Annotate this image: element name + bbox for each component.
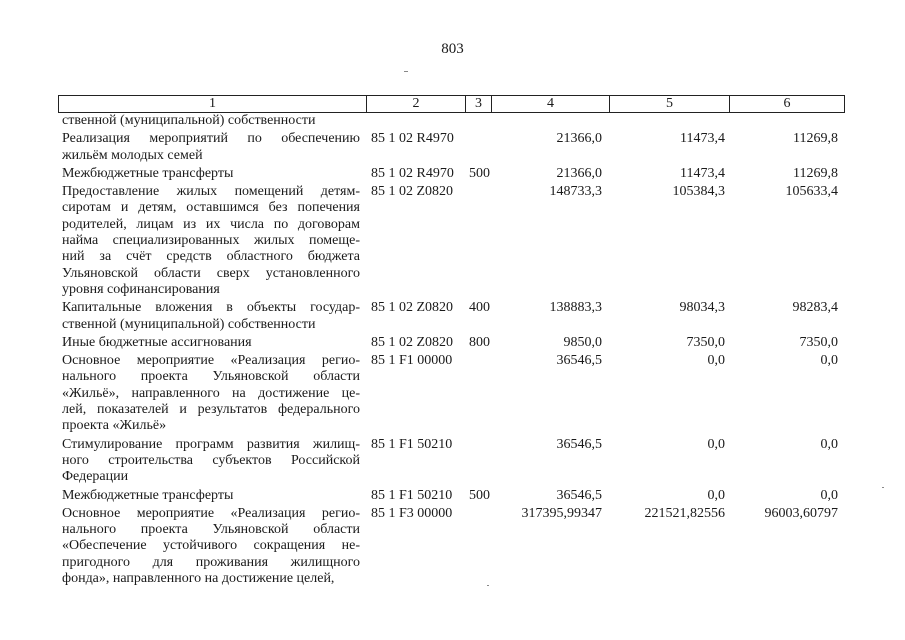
- description-line: найма специализированных жилых помеще-: [62, 233, 360, 249]
- header-label: 5: [666, 96, 673, 111]
- row-code: 85 1 F3 00000: [371, 505, 453, 521]
- row-code: 85 1 02 R4970: [371, 165, 454, 181]
- row-value-3: 105633,4: [785, 184, 838, 200]
- row-expense-type: 400: [469, 300, 490, 316]
- row-value-1: 317395,99347: [521, 505, 602, 521]
- row-value-3: 11269,8: [793, 165, 838, 181]
- description-line: жильём молодых семей: [62, 147, 203, 163]
- row-value-1: 21366,0: [556, 165, 602, 181]
- row-value-2: 11473,4: [680, 131, 725, 147]
- row-value-1: 148733,3: [549, 184, 602, 200]
- row-value-2: 0,0: [707, 436, 725, 452]
- row-value-1: 138883,3: [549, 300, 602, 316]
- description-line: сиротам и детям, оставшимся без попечения: [62, 200, 360, 216]
- row-value-1: 36546,5: [556, 353, 602, 369]
- description-line: проекта «Жильё»: [62, 418, 167, 434]
- header-cell-2: [366, 95, 466, 113]
- description-line: Реализация мероприятий по обеспечению: [62, 131, 360, 147]
- row-description: [62, 166, 360, 182]
- table-row: [0, 300, 905, 335]
- row-description: [62, 353, 360, 434]
- row-value-3: 98283,4: [792, 300, 838, 316]
- row-value-1: 36546,5: [556, 436, 602, 452]
- row-code: 85 1 02 Z0820: [371, 334, 454, 350]
- table-row: [0, 131, 905, 166]
- row-value-3: 0,0: [820, 436, 838, 452]
- header-cell-5: [609, 95, 730, 113]
- description-line: Ульяновской области сверх установленного: [62, 265, 360, 281]
- row-value-3: 0,0: [820, 353, 838, 369]
- description-line: фонда», направленного на достижение целей,: [62, 571, 335, 587]
- row-value-2: 7350,0: [686, 334, 725, 350]
- row-description: [62, 437, 360, 486]
- table-row: [0, 353, 905, 437]
- description-line: «Жильё», направленного на достижение це-: [62, 385, 360, 401]
- row-code: 85 1 F1 50210: [371, 487, 453, 503]
- scan-speck: [882, 487, 884, 488]
- row-value-3: 0,0: [820, 487, 838, 503]
- header-cell-3: [465, 95, 492, 113]
- row-code: 85 1 02 Z0820: [371, 184, 454, 200]
- row-description: [62, 113, 360, 129]
- description-line: Межбюджетные трансферты: [62, 487, 234, 503]
- row-value-2: 221521,82556: [644, 505, 725, 521]
- scan-speck: [404, 71, 408, 72]
- header-cell-4: [491, 95, 610, 113]
- row-value-2: 11473,4: [680, 165, 725, 181]
- row-description: [62, 131, 360, 164]
- table-row: [0, 166, 905, 184]
- header-cell-1: [58, 95, 367, 113]
- table-row: [0, 488, 905, 506]
- row-expense-type: 500: [469, 487, 490, 503]
- header-label: 4: [547, 96, 554, 111]
- row-description: [62, 506, 360, 587]
- row-description: [62, 300, 360, 333]
- row-code: 85 1 F1 00000: [371, 353, 453, 369]
- description-line: ний за счёт средств областного бюджета: [62, 249, 360, 265]
- row-code: 85 1 02 R4970: [371, 131, 454, 147]
- description-line: нального проекта Ульяновской области: [62, 522, 360, 538]
- description-line: Стимулирование программ развития жилищ-: [62, 436, 360, 452]
- description-line: Предоставление жилых помещений детям-: [62, 184, 360, 200]
- header-cell-6: [729, 95, 845, 113]
- header-label: 1: [209, 96, 216, 111]
- description-line: Основное мероприятие «Реализация регио-: [62, 505, 360, 521]
- row-description: [62, 335, 360, 351]
- description-line: Федерации: [62, 469, 129, 485]
- description-line: Иные бюджетные ассигнования: [62, 334, 252, 350]
- description-line: лей, показателей и результатов федерального: [62, 402, 360, 418]
- description-line: Капитальные вложения в объекты государ-: [62, 300, 360, 316]
- page-number: 803: [441, 41, 464, 57]
- row-expense-type: 800: [469, 334, 490, 350]
- scan-speck: [487, 585, 489, 586]
- row-description: [62, 184, 360, 298]
- description-line: ственной (муниципальной) собственности: [62, 316, 316, 332]
- description-line: «Обеспечение устойчивого сокращения не-: [62, 538, 360, 554]
- description-line: уровня софинансирования: [62, 281, 220, 297]
- description-line: нального проекта Ульяновской области: [62, 369, 360, 385]
- description-line: Основное мероприятие «Реализация регио-: [62, 353, 360, 369]
- row-value-1: 21366,0: [556, 131, 602, 147]
- row-value-3: 7350,0: [799, 334, 838, 350]
- row-value-2: 105384,3: [672, 184, 725, 200]
- row-value-2: 0,0: [707, 353, 725, 369]
- table-body: [0, 113, 905, 589]
- header-label: 3: [475, 96, 482, 111]
- header-label: 6: [783, 96, 791, 111]
- row-code: 85 1 02 Z0820: [371, 300, 454, 316]
- row-code: 85 1 F1 50210: [371, 436, 453, 452]
- description-line: ного строительства субъектов Российской: [62, 452, 360, 468]
- table-row: [0, 335, 905, 353]
- description-line: пригодного для проживания жилищного: [62, 554, 360, 570]
- description-line: Межбюджетные трансферты: [62, 165, 234, 181]
- row-value-1: 36546,5: [556, 487, 602, 503]
- row-value-1: 9850,0: [563, 334, 602, 350]
- row-value-2: 98034,3: [679, 300, 725, 316]
- row-expense-type: 500: [469, 165, 490, 181]
- row-description: [62, 488, 360, 504]
- row-value-3: 11269,8: [793, 131, 838, 147]
- description-line: ственной (муниципальной) собственности: [62, 113, 316, 128]
- row-value-2: 0,0: [707, 487, 725, 503]
- description-line: родителей, лицам из их числа по договорам: [62, 216, 360, 232]
- table-row: [0, 184, 905, 300]
- table-row: [0, 506, 905, 590]
- table-row: [0, 113, 905, 131]
- table-row: [0, 437, 905, 488]
- header-label: 2: [412, 96, 420, 111]
- row-value-3: 96003,60797: [764, 505, 838, 521]
